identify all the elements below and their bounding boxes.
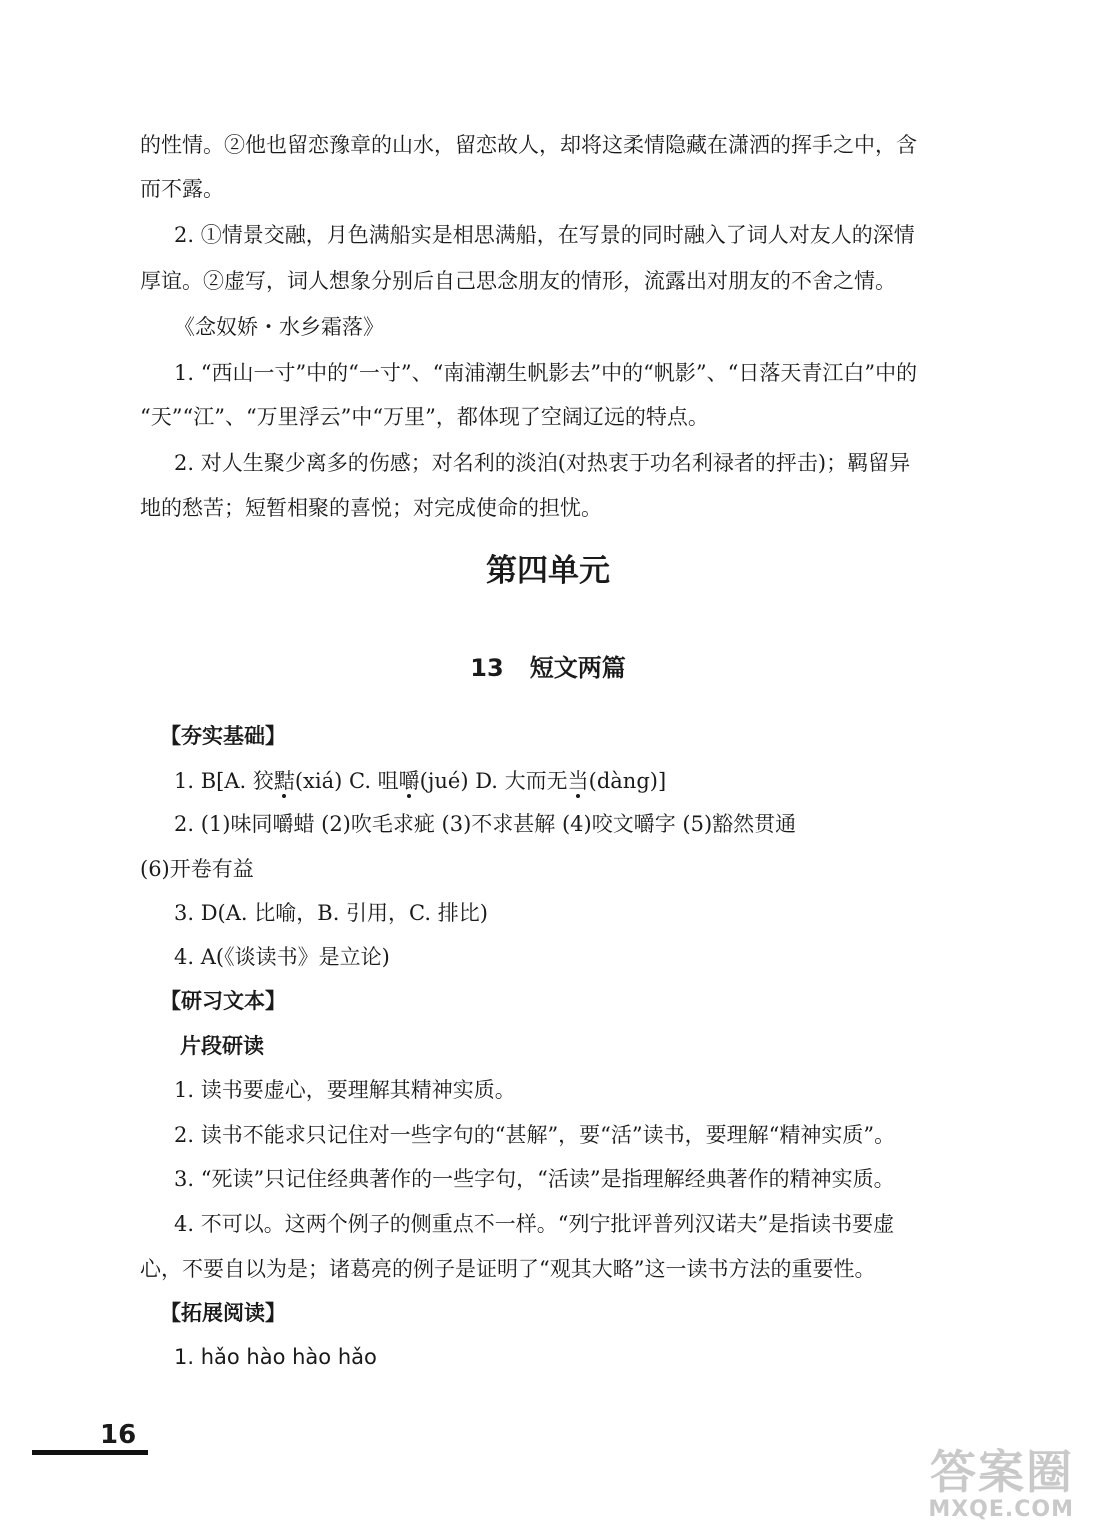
study-answer: 2. 读书不能求只记住对一些字句的“甚解”，要“活”读书，要理解“精神实质”。 (174, 1123, 896, 1147)
study-answer: 心，不要自以为是；诸葛亮的例子是证明了“观其大略”这一读书方法的重要性。 (140, 1257, 876, 1281)
study-answer: 1. 读书要虚心，要理解其精神实质。 (174, 1078, 516, 1102)
section-heading: 【研习文本】 (160, 989, 286, 1013)
paragraph-line: 2. ①情景交融，月色满船实是相思满船，在写景的同时融入了词人对友人的深情 (174, 223, 915, 247)
subheading: 片段研读 (180, 1034, 264, 1058)
poem-title: 《念奴娇・水乡霜落》 (174, 315, 384, 339)
lesson-number: 13 (470, 654, 504, 682)
q1-mid: (xiá) C. 咀 (294, 769, 399, 793)
study-answer: 3. “死读”只记住经典著作的一些字句，“活读”是指理解经典著作的精神实质。 (174, 1167, 895, 1191)
study-answer: 4. 不可以。这两个例子的侧重点不一样。“列宁批评普列汉诺夫”是指读书要虚 (174, 1212, 895, 1236)
answer-q4: 4. A(《谈读书》是立论) (174, 945, 390, 969)
q1-prefix: 1. B[A. 狡 (174, 769, 274, 793)
q1-dotted-char: 当 (567, 769, 589, 793)
q1-mid: (jué) D. 大而无 (419, 769, 568, 793)
extension-answer: 1. hǎo hào hào hǎo (174, 1345, 377, 1369)
page-number: 16 (100, 1420, 137, 1450)
watermark-text: 答案圈 (930, 1445, 1074, 1499)
paragraph-line: 的性情。②他也留恋豫章的山水，留恋故人，却将这柔情隐藏在潇洒的挥手之中，含 (140, 133, 917, 157)
watermark-url: MXQE.COM (928, 1497, 1074, 1522)
answer-q2: 2. (1)味同嚼蜡 (2)吹毛求疵 (3)不求甚解 (4)咬文嚼字 (5)豁然贯通 (174, 812, 797, 836)
footer-rule (32, 1450, 148, 1455)
watermark-logo (928, 1447, 1074, 1522)
q1-suffix: (dàng)] (588, 769, 667, 793)
answer-q1 (174, 760, 1004, 802)
q1-dotted-char: 黠 (273, 769, 295, 793)
answer-q2-cont: (6)开卷有益 (140, 857, 254, 881)
lesson-title (0, 648, 1096, 683)
section-heading: 【夯实基础】 (160, 724, 286, 748)
q1-dotted-char: 嚼 (398, 769, 420, 793)
paragraph-line: 1. “西山一寸”中的“一寸”、“南浦潮生帆影去”中的“帆影”、“日落天青江白”中的 (174, 361, 918, 385)
answer-q3: 3. D(A. 比喻，B. 引用，C. 排比) (174, 901, 488, 925)
paragraph-line: 厚谊。②虚写，词人想象分别后自己思念朋友的情形，流露出对朋友的不舍之情。 (140, 269, 896, 293)
paragraph-line: “天”“江”、“万里浮云”中“万里”，都体现了空阔辽远的特点。 (140, 405, 709, 429)
section-heading: 【拓展阅读】 (160, 1301, 286, 1325)
paragraph-line: 地的愁苦；短暂相聚的喜悦；对完成使命的担忧。 (140, 496, 602, 520)
paragraph-line: 2. 对人生聚少离多的伤感；对名利的淡泊(对热衷于功名利禄者的抨击)；羁留异 (174, 451, 911, 475)
unit-title: 第四单元 (486, 553, 610, 589)
paragraph-line: 而不露。 (140, 177, 224, 201)
lesson-name: 短文两篇 (529, 653, 626, 682)
